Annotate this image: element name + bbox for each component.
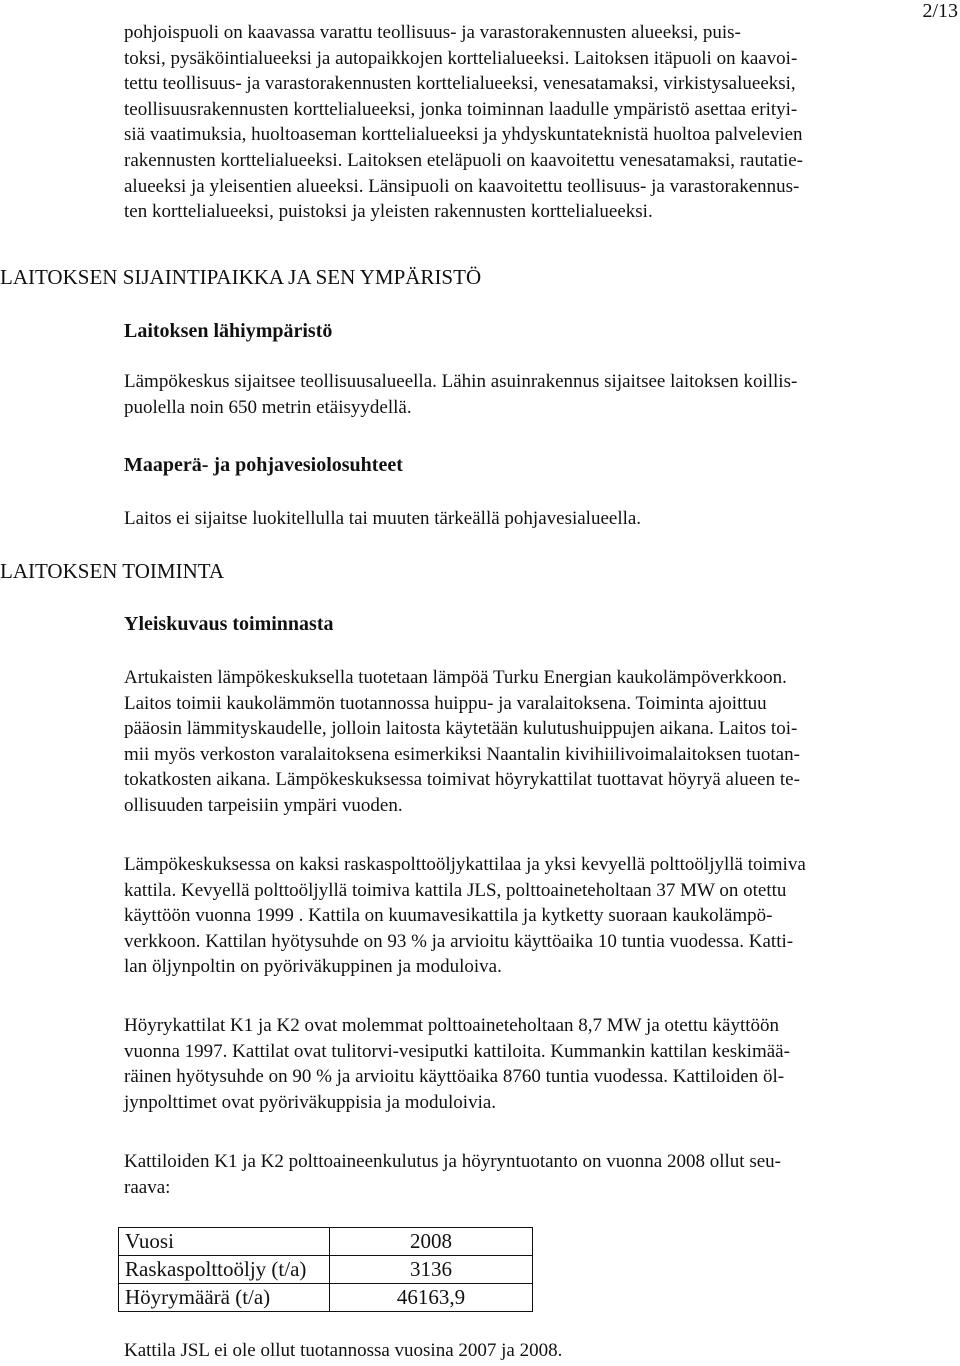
text-line: lan öljynpoltin on pyöriväkuppinen ja moduloiva. [124, 956, 502, 978]
table-cell-label: Raskaspolttoöljy (t/a) [119, 1256, 330, 1284]
text-line: Laitos ei sijaitse luokitellulla tai muuten tärkeällä pohjavesialueella. [124, 508, 642, 529]
text-line: Höyrykattilat K1 ja K2 ovat molemmat polttoaineteholtaan 8,7 MW ja otettu käyttöön [124, 1015, 780, 1036]
text-line: pohjoispuoli on kaavassa varattu teollisuus- ja varastorakennusten alueeksi, puis- [124, 22, 741, 43]
text-line: rakennusten korttelialueeksi. Laitoksen eteläpuoli on kaavoitettu venesatamaksi, rautatie- [124, 149, 804, 171]
soil-paragraph [124, 506, 956, 532]
section-heading-location: LAITOKSEN SIJAINTIPAIKKA JA SEN YMPÄRISTÖ [0, 265, 482, 289]
table-row [119, 1228, 533, 1256]
text-line: teollisuusrakennusten korttelialueeksi, jonka toiminnan laadulle ympäristö asettaa erityi- [124, 98, 798, 120]
table-cell-value: 3136 [330, 1256, 533, 1284]
subheading-overview: Yleiskuvaus toiminnasta [124, 613, 334, 635]
text-line: pääosin lämmityskaudelle, jolloin laitosta käytetään kulutushuippujen aikana. Laitos toi- [124, 718, 798, 740]
intro-paragraph [124, 20, 956, 225]
text-line: puolella noin 650 metrin etäisyydellä. [124, 396, 412, 418]
text-line: ollisuuden tarpeisiin ympäri vuoden. [124, 794, 403, 816]
text-line: kattila. Kevyellä polttoöljyllä toimiva kattila JLS, polttoaineteholtaan 37 MW on otettu [124, 879, 787, 901]
overview-paragraph-2 [124, 852, 956, 980]
surroundings-paragraph [124, 369, 956, 420]
footer-note [124, 1338, 956, 1364]
section-heading-operation: LAITOKSEN TOIMINTA [0, 559, 225, 583]
text-line: vuonna 1997. Kattilat ovat tulitorvi-vesiputki kattiloita. Kummankin kattilan keskimää- [124, 1040, 790, 1062]
text-line: räinen hyötysuhde on 90 % ja arvioitu käyttöaika 8760 tuntia vuodessa. Kattiloiden öl- [124, 1066, 785, 1088]
text-line: ten korttelialueeksi, puistoksi ja yleisten rakennusten korttelialueeksi. [124, 201, 653, 223]
text-line: Kattiloiden K1 ja K2 polttoaineenkulutus ja höyryntuotanto on vuonna 2008 ollut seu- [124, 1151, 781, 1172]
text-line: toksi, pysäköintialueeksi ja autopaikkojen korttelialueeksi. Laitoksen itäpuoli on kaavoi- [124, 47, 798, 69]
fuel-steam-table [118, 1227, 533, 1312]
table-cell-label: Höyrymäärä (t/a) [119, 1284, 330, 1312]
text-line: raava: [124, 1176, 171, 1198]
text-line: jynpolttimet ovat pyöriväkuppisia ja moduloivia. [124, 1091, 497, 1113]
text-line: tettu teollisuus- ja varastorakennusten korttelialueeksi, venesatamaksi, virkistysalueeksi, [124, 73, 796, 95]
overview-paragraph-3 [124, 1013, 956, 1115]
table-cell-value: 2008 [330, 1228, 533, 1256]
page-number: 2/13 [922, 0, 958, 22]
overview-paragraph-4 [124, 1149, 956, 1200]
text-line: Artukaisten lämpökeskuksella tuotetaan lämpöä Turku Energian kaukolämpöverkkoon. [124, 667, 787, 688]
text-line: käyttöön vuonna 1999 . Kattila on kuumavesikattila ja kytketty suoraan kaukolämpö- [124, 905, 773, 927]
overview-paragraph-1 [124, 665, 956, 819]
table-cell-value: 46163,9 [330, 1284, 533, 1312]
text-line: mii myös verkoston varalaitoksena esimerkiksi Naantalin kivihiilivoimalaitoksen tuotan- [124, 743, 800, 765]
text-line: alueeksi ja yleisentien alueeksi. Länsipuoli on kaavoitettu teollisuus- ja varastorakennus- [124, 175, 800, 197]
text-line: Kattila JSL ei ole ollut tuotannossa vuosina 2007 ja 2008. [124, 1340, 563, 1361]
table-cell-label: Vuosi [119, 1228, 330, 1256]
text-line: siä vaatimuksia, huoltoaseman korttelialueeksi ja yhdyskuntateknistä huoltoa palvelevien [124, 124, 803, 146]
text-line: Laitos toimii kaukolämmön tuotannossa huippu- ja varalaitoksena. Toiminta ajoittuu [124, 692, 767, 714]
text-line: verkkoon. Kattilan hyötysuhde on 93 % ja arvioitu käyttöaika 10 tuntia vuodessa. Katti- [124, 930, 794, 952]
table-row [119, 1256, 533, 1284]
text-line: Lämpökeskuksessa on kaksi raskaspolttoöljykattilaa ja yksi kevyellä polttoöljyllä toimiva [124, 854, 806, 875]
text-line: Lämpökeskus sijaitsee teollisuusalueella. Lähin asuinrakennus sijaitsee laitoksen koillis- [124, 371, 798, 392]
subheading-surroundings: Laitoksen lähiympäristö [124, 320, 333, 342]
text-line: tokatkosten aikana. Lämpökeskuksessa toimivat höyrykattilat tuottavat höyryä alueen te- [124, 769, 800, 791]
subheading-soil: Maaperä- ja pohjavesiolosuhteet [124, 454, 403, 476]
table-row [119, 1284, 533, 1312]
